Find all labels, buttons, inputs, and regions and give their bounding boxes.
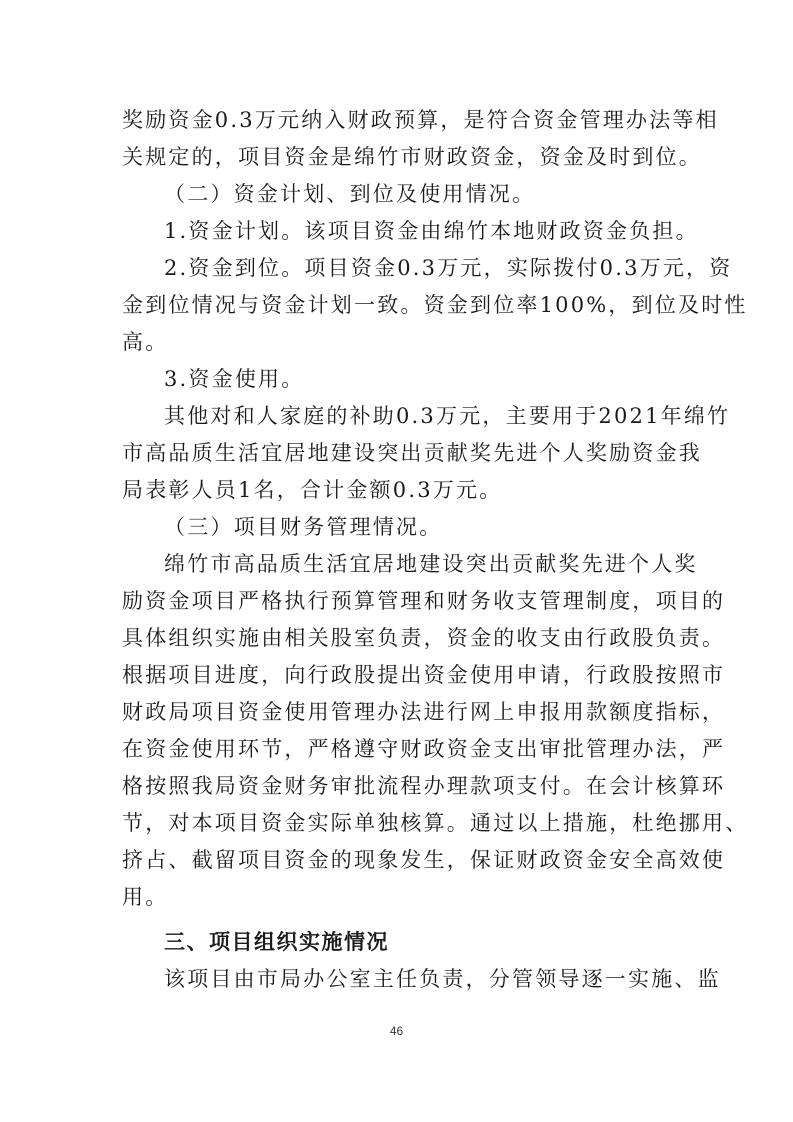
text-line: 格按照我局资金财务审批流程办理款项支付。在会计核算环 [122,774,726,798]
text-line: 金到位情况与资金计划一致。资金到位率100%，到位及时性 [122,293,748,317]
text-line: 绵竹市高品质生活宜居地建设突出贡献奖先进个人奖 [164,552,698,576]
text-line: 2.资金到位。项目资金0.3万元，实际拨付0.3万元，资 [164,256,733,280]
section-subheading: （三）项目财务管理情况。 [164,515,443,539]
section-heading: 三、项目组织实施情况 [164,930,389,954]
text-line: 该项目由市局办公室主任负责，分管领导逐一实施、监 [164,967,721,991]
text-line: 市高品质生活宜居地建设突出贡献奖先进个人奖励资金我 [122,441,702,465]
text-line: 奖励资金0.3万元纳入财政预算，是符合资金管理办法等相 [122,108,719,132]
text-line: 3.资金使用。 [164,367,305,391]
text-line: 根据项目进度，向行政股提出资金使用申请，行政股按照市 [122,663,726,687]
text-line: 1.资金计划。该项目资金由绵竹本地财政资金负担。 [164,219,699,243]
text-line: 财政局项目资金使用管理办法进行网上申报用款额度指标， [122,700,726,724]
section-subheading: （二）资金计划、到位及使用情况。 [164,182,536,206]
text-line: 具体组织实施由相关股室负责，资金的收支由行政股负责。 [122,626,726,650]
text-line: 关规定的，项目资金是绵竹市财政资金，资金及时到位。 [122,145,702,169]
text-line: 其他对和人家庭的补助0.3万元，主要用于2021年绵竹 [164,404,731,428]
text-line: 励资金项目严格执行预算管理和财务收支管理制度，项目的 [122,589,726,613]
text-line: 在资金使用环节，严格遵守财政资金支出审批管理办法，严 [122,737,726,761]
text-line: 用。 [122,885,169,909]
text-line: 节，对本项目资金实际单独核算。通过以上措施，杜绝挪用、 [122,811,749,835]
text-line: 高。 [122,330,169,354]
page-number: 46 [389,1024,404,1038]
text-line: 局表彰人员1名，合计金额0.3万元。 [122,478,503,502]
text-line: 挤占、截留项目资金的现象发生，保证财政资金安全高效使 [122,848,726,872]
